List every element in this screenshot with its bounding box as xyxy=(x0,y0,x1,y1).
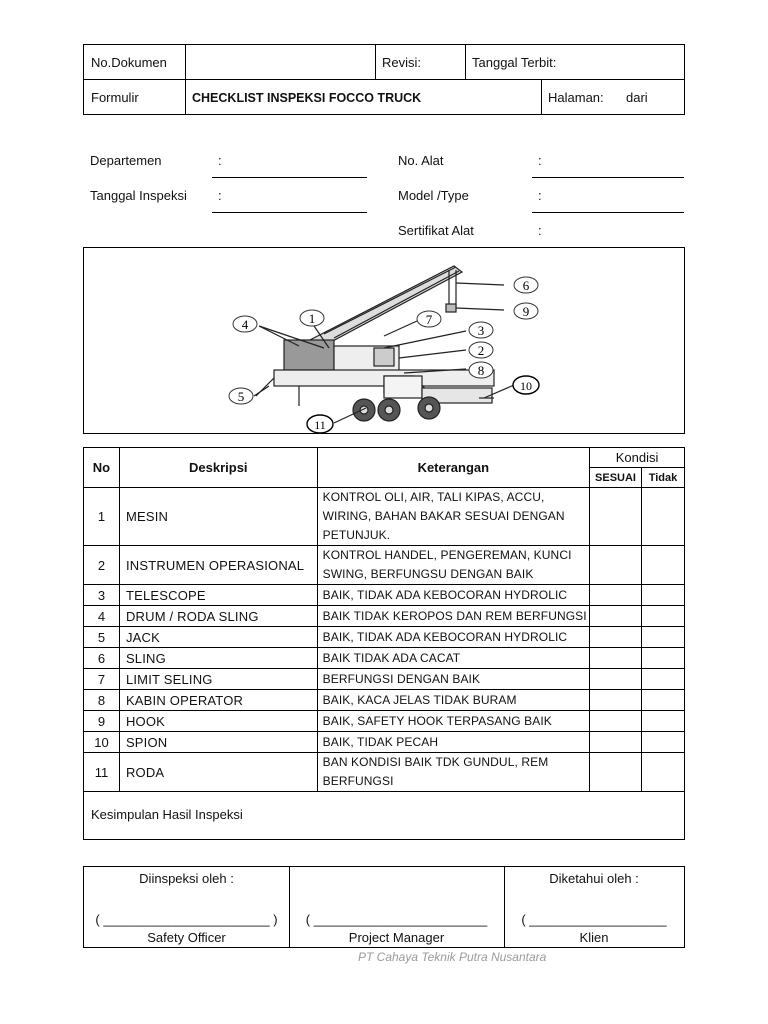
signature-table xyxy=(83,866,685,948)
callout-9 xyxy=(514,303,538,319)
svg-text:9: 9 xyxy=(522,304,530,319)
table-row xyxy=(84,606,685,627)
row-number: 7 xyxy=(84,669,120,690)
table-row xyxy=(84,669,685,690)
tanggal-inspeksi-field[interactable] xyxy=(212,212,367,213)
signature-col-safety-officer[interactable] xyxy=(84,867,289,947)
sertifikat-alat-colon: : xyxy=(538,223,542,238)
row-description: LIMIT SELING xyxy=(119,669,317,690)
row-description: TELESCOPE xyxy=(119,585,317,606)
table-row xyxy=(84,711,685,732)
row-description: DRUM / RODA SLING xyxy=(119,606,317,627)
diinspeksi-label: Diinspeksi oleh : xyxy=(139,871,234,886)
row-number: 8 xyxy=(84,690,120,711)
model-type-colon: : xyxy=(538,188,542,203)
svg-text:3: 3 xyxy=(477,323,485,338)
role-project-manager: Project Manager xyxy=(348,930,445,945)
tidak-checkbox-cell[interactable] xyxy=(642,488,685,546)
row-description: MESIN xyxy=(119,488,317,546)
callout-2 xyxy=(469,342,493,358)
tidak-checkbox-cell[interactable] xyxy=(642,606,685,627)
row-keterangan: KONTROL OLI, AIR, TALI KIPAS, ACCU, WIRING, BAHAN BAKAR SESUAI DENGAN PETUNJUK. xyxy=(317,488,589,546)
table-row xyxy=(84,546,685,585)
row-description: SLING xyxy=(119,648,317,669)
departemen-colon: : xyxy=(218,153,222,168)
tidak-checkbox-cell[interactable] xyxy=(642,711,685,732)
sesuai-checkbox-cell[interactable] xyxy=(590,585,642,606)
formulir-label: Formulir xyxy=(91,90,139,105)
table-row xyxy=(84,732,685,753)
no-alat-label: No. Alat xyxy=(398,153,444,168)
sesuai-checkbox-cell[interactable] xyxy=(590,753,642,792)
callout-4 xyxy=(233,316,257,332)
header-row-1 xyxy=(84,45,684,80)
no-alat-colon: : xyxy=(538,153,542,168)
footer-company-name: PT Cahaya Teknik Putra Nusantara xyxy=(358,950,547,964)
signature-col-klien[interactable] xyxy=(504,867,684,947)
row-keterangan: BAIK, TIDAK ADA KEBOCORAN HYDROLIC xyxy=(317,627,589,648)
row-description: RODA xyxy=(119,753,317,792)
row-description: SPION xyxy=(119,732,317,753)
row-number: 4 xyxy=(84,606,120,627)
row-description: KABIN OPERATOR xyxy=(119,690,317,711)
col-header-sesuai: SESUAI xyxy=(590,468,642,488)
sesuai-checkbox-cell[interactable] xyxy=(590,627,642,648)
row-keterangan: BAIK, KACA JELAS TIDAK BURAM xyxy=(317,690,589,711)
callout-1 xyxy=(300,310,324,326)
diketahui-label: Diketahui oleh : xyxy=(549,871,639,886)
callout-3 xyxy=(469,322,493,338)
sesuai-checkbox-cell[interactable] xyxy=(590,648,642,669)
kesimpulan-row[interactable] xyxy=(83,790,685,840)
table-row xyxy=(84,648,685,669)
document-header-table xyxy=(83,44,685,115)
tidak-checkbox-cell[interactable] xyxy=(642,627,685,648)
crane-truck-diagram xyxy=(83,247,685,434)
tidak-checkbox-cell[interactable] xyxy=(642,690,685,711)
row-description: INSTRUMEN OPERASIONAL xyxy=(119,546,317,585)
row-number: 3 xyxy=(84,585,120,606)
callout-7 xyxy=(417,311,441,327)
col-header-tidak: Tidak xyxy=(642,468,685,488)
no-alat-field[interactable] xyxy=(532,177,684,178)
crane-truck-illustration xyxy=(84,248,685,434)
sesuai-checkbox-cell[interactable] xyxy=(590,488,642,546)
model-type-label: Model /Type xyxy=(398,188,469,203)
role-safety-officer: Safety Officer xyxy=(147,930,226,945)
sesuai-checkbox-cell[interactable] xyxy=(590,711,642,732)
svg-text:10: 10 xyxy=(520,379,532,393)
sesuai-checkbox-cell[interactable] xyxy=(590,669,642,690)
table-row xyxy=(84,488,685,546)
svg-text:1: 1 xyxy=(308,311,316,326)
row-number: 6 xyxy=(84,648,120,669)
table-row xyxy=(84,690,685,711)
row-keterangan: BAIK TIDAK ADA CACAT xyxy=(317,648,589,669)
no-dokumen-value-cell[interactable] xyxy=(185,45,375,79)
revisi-label: Revisi: xyxy=(382,54,422,70)
sesuai-checkbox-cell[interactable] xyxy=(590,732,642,753)
svg-text:11: 11 xyxy=(314,418,326,432)
row-keterangan: BAIK, TIDAK ADA KEBOCORAN HYDROLIC xyxy=(317,585,589,606)
row-number: 2 xyxy=(84,546,120,585)
col-header-keterangan: Keterangan xyxy=(317,448,589,488)
row-keterangan: BAIK TIDAK KEROPOS DAN REM BERFUNGSI xyxy=(317,606,589,627)
table-row xyxy=(84,753,685,792)
table-row xyxy=(84,585,685,606)
role-klien: Klien xyxy=(579,930,609,945)
kesimpulan-label: Kesimpulan Hasil Inspeksi xyxy=(91,807,243,822)
dari-label: dari xyxy=(626,90,648,105)
sertifikat-alat-label: Sertifikat Alat xyxy=(398,223,474,238)
row-description: JACK xyxy=(119,627,317,648)
svg-text:6: 6 xyxy=(522,278,530,293)
svg-text:4: 4 xyxy=(241,317,249,332)
signature-col-project-manager[interactable] xyxy=(289,867,504,947)
row-description: HOOK xyxy=(119,711,317,732)
sesuai-checkbox-cell[interactable] xyxy=(590,606,642,627)
row-keterangan: BERFUNGSI DENGAN BAIK xyxy=(317,669,589,690)
signature-blank-3: ( ___________________ xyxy=(521,912,667,927)
svg-text:2: 2 xyxy=(477,343,485,358)
callout-8 xyxy=(469,362,493,378)
tidak-checkbox-cell[interactable] xyxy=(642,753,685,792)
callout-11 xyxy=(307,415,333,433)
departemen-label: Departemen xyxy=(90,153,162,168)
row-number: 11 xyxy=(84,753,120,792)
tidak-checkbox-cell[interactable] xyxy=(642,732,685,753)
row-number: 5 xyxy=(84,627,120,648)
svg-text:8: 8 xyxy=(477,363,485,378)
tanggal-inspeksi-label: Tanggal Inspeksi xyxy=(90,188,187,203)
row-keterangan: BAN KONDISI BAIK TDK GUNDUL, REM BERFUNGSI xyxy=(317,753,589,792)
callout-10 xyxy=(513,376,539,394)
col-header-no: No xyxy=(84,448,120,488)
tanggal-terbit-label: Tanggal Terbit: xyxy=(472,54,557,70)
row-keterangan: BAIK, SAFETY HOOK TERPASANG BAIK xyxy=(317,711,589,732)
row-keterangan: BAIK, TIDAK PECAH xyxy=(317,732,589,753)
col-header-kondisi: Kondisi xyxy=(590,448,685,468)
row-number: 9 xyxy=(84,711,120,732)
tidak-checkbox-cell[interactable] xyxy=(642,669,685,690)
svg-text:5: 5 xyxy=(237,389,245,404)
signature-blank-2: ( ________________________ xyxy=(305,912,488,927)
tanggal-inspeksi-colon: : xyxy=(218,188,222,203)
tidak-checkbox-cell[interactable] xyxy=(642,585,685,606)
col-header-deskripsi: Deskripsi xyxy=(119,448,317,488)
signature-blank-1: ( _______________________ ) xyxy=(95,912,278,927)
row-number: 10 xyxy=(84,732,120,753)
tidak-checkbox-cell[interactable] xyxy=(642,546,685,585)
row-number: 1 xyxy=(84,488,120,546)
svg-text:7: 7 xyxy=(425,312,433,327)
halaman-label: Halaman: xyxy=(548,90,604,105)
tidak-checkbox-cell[interactable] xyxy=(642,648,685,669)
model-type-field[interactable] xyxy=(532,212,684,213)
table-row xyxy=(84,627,685,648)
sesuai-checkbox-cell[interactable] xyxy=(590,546,642,585)
callout-5 xyxy=(229,388,253,404)
row-keterangan: KONTROL HANDEL, PENGEREMAN, KUNCI SWING, BERFUNGSU DENGAN BAIK xyxy=(317,546,589,585)
callout-6 xyxy=(514,277,538,293)
inspection-checklist-table xyxy=(83,447,685,792)
no-dokumen-label: No.Dokumen xyxy=(91,54,167,70)
header-row-2 xyxy=(84,80,684,115)
departemen-field[interactable] xyxy=(212,177,367,178)
form-title: CHECKLIST INSPEKSI FOCCO TRUCK xyxy=(192,90,422,105)
sesuai-checkbox-cell[interactable] xyxy=(590,690,642,711)
